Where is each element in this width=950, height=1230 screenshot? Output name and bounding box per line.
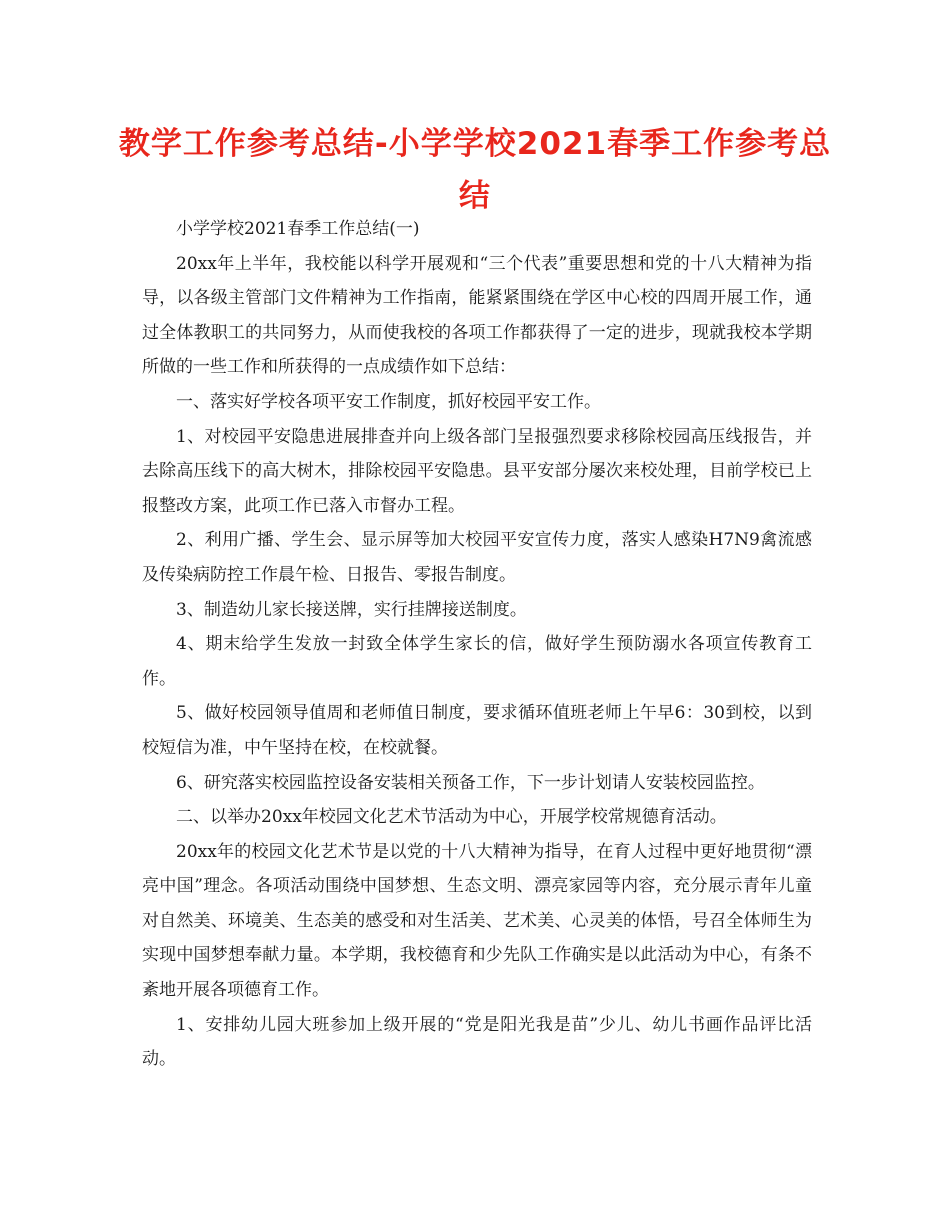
safety-item-1: 1、对校园平安隐患进展排查并向上级各部门呈报强烈要求移除校园高压线报告，并去除高压线下的高大树木，排除校园平安隐患。县平安部分屡次来校处理，目前学校已上报整改方案，此项工作已落入市督办工程。 xyxy=(142,426,812,516)
document-title: 教学工作参考总结-小学学校2021春季工作参考总结 xyxy=(118,126,832,214)
culture-item-1: 1、安排幼儿园大班参加上级开展的“党是阳光我是苗”少儿、幼儿书画作品评比活动。 xyxy=(142,1014,812,1070)
safety-item-3: 3、制造幼儿家长接送牌，实行挂牌接送制度。 xyxy=(176,599,527,620)
section-heading-safety: 一、落实好学校各项平安工作制度，抓好校园平安工作。 xyxy=(176,391,601,412)
intro-paragraph: 20xx年上半年，我校能以科学开展观和“三个代表”重要思想和党的十八大精神为指导，以各级主管部门文件精神为工作指南，能紧紧围绕在学区中心校的四周开展工作，通过全体教职工的共同努力，从而使我校的各项工作都获得了一定的进步，现就我校本学期所做的一些工作和所获得的一点成绩作如下总结： xyxy=(142,253,812,378)
safety-item-4: 4、期末给学生发放一封致全体学生家长的信，做好学生预防溺水各项宣传教育工作。 xyxy=(142,634,812,689)
safety-item-5: 5、做好校园领导值周和老师值日制度，要求循环值班老师上午早6：30到校，以到校短信为准，中午坚持在校，在校就餐。 xyxy=(142,703,812,758)
culture-paragraph: 20xx年的校园文化艺术节是以党的十八大精神为指导，在育人过程中更好地贯彻“漂亮中国”理念。各项活动围绕中国梦想、生态文明、漂亮家园等内容，充分展示青年儿童对自然美、环境美、生态美的感受和对生活美、艺术美、心灵美的体悟，号召全体师生为实现中国梦想奉献力量。本学期，我校德育和少先队工作确实是以此活动为中心，有条不紊地开展各项德育工作。 xyxy=(142,841,812,1001)
safety-item-6: 6、研究落实校园监控设备安装相关预备工作，下一步计划请人安装校园监控。 xyxy=(176,772,765,793)
section-heading-culture: 二、以举办20xx年校园文化艺术节活动为中心，开展学校常规德育活动。 xyxy=(176,807,727,828)
safety-item-2: 2、利用广播、学生会、显示屏等加大校园平安宣传力度，落实人感染H7N9禽流感及传染病防控工作晨午检、日报告、零报告制度。 xyxy=(142,530,812,585)
document-body xyxy=(142,212,812,1077)
subtitle-paragraph: 小学学校2021春季工作总结(一) xyxy=(176,219,420,239)
